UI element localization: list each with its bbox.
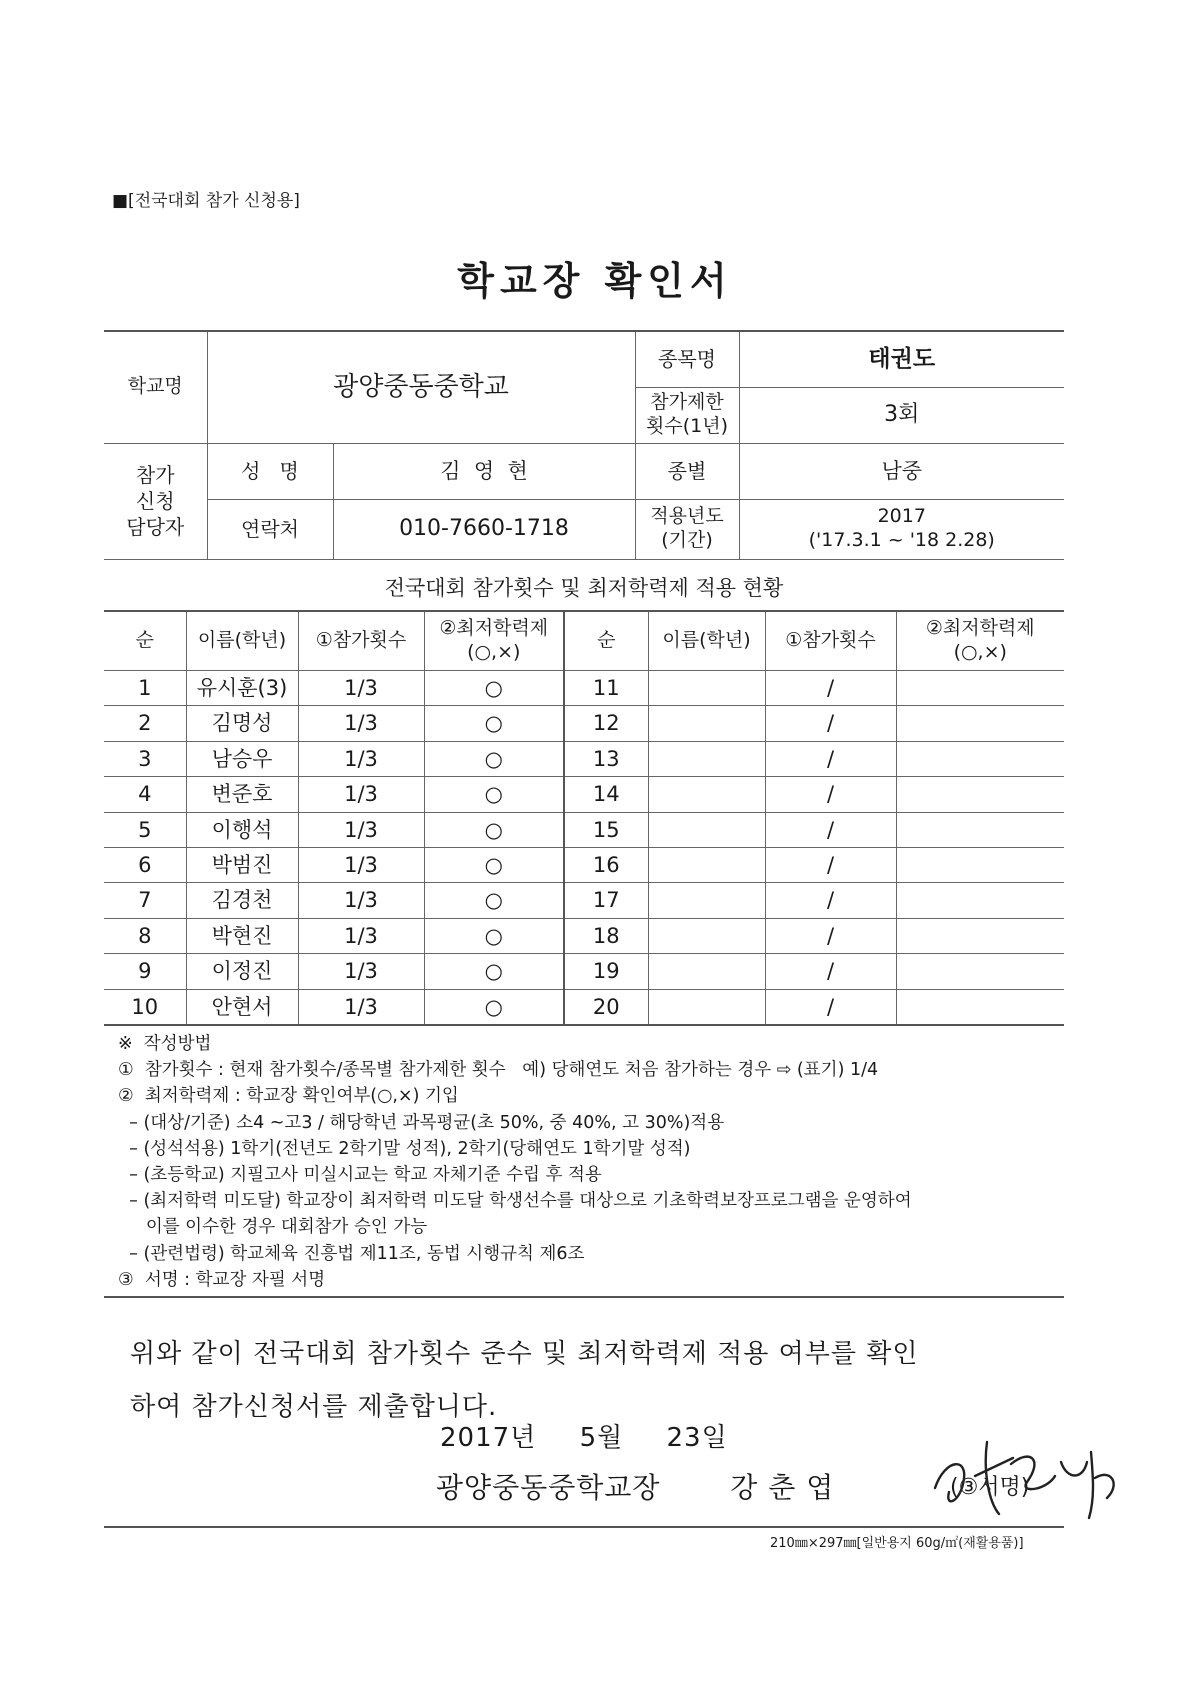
academic-standard-mark — [896, 706, 1064, 741]
col-header-academic: ②최저학력제 (○,×) — [896, 611, 1064, 671]
row-number: 16 — [564, 847, 648, 882]
row-number: 2 — [104, 706, 186, 741]
participation-count: / — [765, 918, 896, 953]
status-caption: 전국대회 참가횟수 및 최저학력제 적용 현황 — [384, 576, 784, 600]
table-row — [104, 883, 1064, 918]
col-header-academic: ②최저학력제 (○,×) — [424, 611, 564, 671]
table-row — [104, 671, 1064, 706]
participation-count: 1/3 — [298, 777, 424, 812]
student-name: 김경천 — [186, 883, 298, 918]
participation-count: 1/3 — [298, 706, 424, 741]
instruction-line: – (성석석용) 1학기(전년도 2학기말 성적), 2학기(당해연도 1학기말 성적) — [118, 1138, 691, 1159]
instruction-line: ① 참가횟수 : 현재 참가횟수/종목별 참가제한 횟수 예) 당해연도 처음 참가하는 경우 ⇨ (표기) 1/4 — [118, 1060, 879, 1081]
student-name — [648, 847, 765, 882]
participation-count: / — [765, 706, 896, 741]
participation-count: / — [765, 989, 896, 1025]
student-name — [648, 741, 765, 776]
row-number: 10 — [104, 989, 186, 1025]
paper-spec-footer: 210㎜×297㎜[일반용지 60g/㎡(재활용품)] — [770, 1536, 1024, 1551]
status-table — [104, 610, 1064, 1026]
academic-standard-mark — [896, 812, 1064, 847]
divider-rule — [104, 1296, 1064, 1298]
academic-standard-mark: ○ — [424, 883, 564, 918]
limit-label: 참가제한 횟수(1년) — [635, 387, 739, 443]
table-row — [104, 741, 1064, 776]
row-number: 1 — [104, 671, 186, 706]
academic-standard-mark — [896, 918, 1064, 953]
participation-count: / — [765, 671, 896, 706]
name-value: 김 영 현 — [333, 443, 635, 499]
participation-count: 1/3 — [298, 812, 424, 847]
student-name — [648, 918, 765, 953]
date-year: 2017년 — [440, 1423, 537, 1453]
student-name — [648, 883, 765, 918]
student-name: 남승우 — [186, 741, 298, 776]
participation-count: 1/3 — [298, 954, 424, 989]
student-name: 이행석 — [186, 812, 298, 847]
form-type-tag: ■[전국대회 참가 신청용] — [112, 191, 300, 211]
row-number: 17 — [564, 883, 648, 918]
col-header-name: 이름(학년) — [648, 611, 765, 671]
academic-standard-mark — [896, 777, 1064, 812]
academic-standard-mark — [896, 883, 1064, 918]
participation-count: 1/3 — [298, 989, 424, 1025]
instructions — [118, 1031, 1068, 1293]
col-header-name: 이름(학년) — [186, 611, 298, 671]
col-header-count: ①참가횟수 — [765, 611, 896, 671]
participation-count: / — [765, 777, 896, 812]
student-name: 안현서 — [186, 989, 298, 1025]
issue-date — [440, 1417, 762, 1454]
academic-standard-mark: ○ — [424, 847, 564, 882]
participation-count: 1/3 — [298, 883, 424, 918]
phone-label: 연락처 — [207, 499, 333, 559]
category-value: 남중 — [739, 443, 1064, 499]
table-row — [104, 954, 1064, 989]
col-header-no: 순 — [564, 611, 648, 671]
instruction-line: 이를 이수한 경우 대회참가 승인 가능 — [118, 1217, 428, 1238]
table-row — [104, 812, 1064, 847]
row-number: 9 — [104, 954, 186, 989]
phone-value: 010-7660-1718 — [333, 499, 635, 559]
participation-count: 1/3 — [298, 918, 424, 953]
academic-standard-mark: ○ — [424, 812, 564, 847]
school-value: 광양중동중학교 — [207, 331, 635, 443]
row-number: 5 — [104, 812, 186, 847]
year-label: 적용년도 (기간) — [635, 499, 739, 559]
academic-standard-mark: ○ — [424, 954, 564, 989]
row-number: 14 — [564, 777, 648, 812]
table-row — [104, 989, 1064, 1025]
event-label: 종목명 — [635, 331, 739, 387]
academic-standard-mark — [896, 847, 1064, 882]
col-header-count: ①참가횟수 — [298, 611, 424, 671]
table-row — [104, 706, 1064, 741]
status-header-row — [104, 611, 1064, 671]
instruction-line: ③ 서명 : 학교장 자필 서명 — [118, 1269, 326, 1290]
student-name — [648, 989, 765, 1025]
participation-count: 1/3 — [298, 847, 424, 882]
student-name: 변준호 — [186, 777, 298, 812]
academic-standard-mark: ○ — [424, 918, 564, 953]
student-name — [648, 777, 765, 812]
academic-standard-mark — [896, 741, 1064, 776]
contact-group-label: 참가 신청 담당자 — [104, 443, 207, 559]
instruction-line: – (관련법령) 학교체육 진흥법 제11조, 동법 시행규칙 제6조 — [118, 1243, 585, 1264]
row-number: 20 — [564, 989, 648, 1025]
page-title: 학교장 확인서 — [457, 259, 733, 303]
student-name — [648, 671, 765, 706]
instruction-line: – (대상/기준) 소4 ~고3 / 해당학년 과목평균(초 50%, 중 40%, 고 30%)적용 — [118, 1112, 725, 1133]
date-month: 5월 — [579, 1423, 624, 1453]
student-name: 이정진 — [186, 954, 298, 989]
table-row — [104, 918, 1064, 953]
instruction-line: ※ 작성방법 — [118, 1034, 212, 1054]
principal-signature-line — [436, 1466, 894, 1506]
statement-line: 위와 같이 전국대회 참가횟수 준수 및 최저학력제 적용 여부를 확인 — [130, 1339, 919, 1369]
instruction-line: ② 최저학력제 : 학교장 확인여부(○,×) 기입 — [118, 1086, 459, 1107]
participation-count: / — [765, 812, 896, 847]
student-name: 박범진 — [186, 847, 298, 882]
academic-standard-mark — [896, 671, 1064, 706]
participation-count: 1/3 — [298, 671, 424, 706]
name-label: 성 명 — [207, 443, 333, 499]
handwritten-signature — [915, 1418, 1135, 1528]
participation-count: / — [765, 954, 896, 989]
student-name — [648, 812, 765, 847]
row-number: 4 — [104, 777, 186, 812]
row-number: 7 — [104, 883, 186, 918]
category-label: 종별 — [635, 443, 739, 499]
school-label: 학교명 — [104, 331, 207, 443]
student-name: 박현진 — [186, 918, 298, 953]
bottom-rule — [104, 1526, 1064, 1528]
participation-count: / — [765, 847, 896, 882]
row-number: 3 — [104, 741, 186, 776]
table-row — [104, 777, 1064, 812]
row-number: 6 — [104, 847, 186, 882]
row-number: 12 — [564, 706, 648, 741]
academic-standard-mark: ○ — [424, 706, 564, 741]
row-number: 18 — [564, 918, 648, 953]
col-header-no: 순 — [104, 611, 186, 671]
student-name — [648, 954, 765, 989]
instruction-line: – (최저학력 미도달) 학교장이 최저학력 미도달 학생선수를 대상으로 기초학력보장프로그램을 운영하여 — [118, 1191, 912, 1212]
instruction-line: – (초등학교) 지필고사 미실시교는 학교 자체기준 수립 후 적용 — [118, 1165, 602, 1186]
academic-standard-mark — [896, 989, 1064, 1025]
event-value: 태권도 — [739, 331, 1064, 387]
participation-count: / — [765, 883, 896, 918]
year-value: 2017 ('17.3.1 ~ '18 2.28) — [739, 499, 1064, 559]
limit-value: 3회 — [739, 387, 1064, 443]
date-day: 23일 — [666, 1423, 728, 1453]
statement-line: 하여 참가신청서를 제출합니다. — [130, 1392, 498, 1422]
academic-standard-mark — [896, 954, 1064, 989]
student-name: 유시훈(3) — [186, 671, 298, 706]
table-row — [104, 847, 1064, 882]
academic-standard-mark: ○ — [424, 777, 564, 812]
row-number: 13 — [564, 741, 648, 776]
participation-count: / — [765, 741, 896, 776]
row-number: 11 — [564, 671, 648, 706]
academic-standard-mark: ○ — [424, 671, 564, 706]
principal-title: 광양중동중학교장 — [436, 1471, 661, 1504]
info-table — [104, 330, 1064, 560]
row-number: 8 — [104, 918, 186, 953]
academic-standard-mark: ○ — [424, 741, 564, 776]
row-number: 19 — [564, 954, 648, 989]
seal-label: (③서명) — [950, 1475, 1030, 1500]
participation-count: 1/3 — [298, 741, 424, 776]
student-name: 김명성 — [186, 706, 298, 741]
academic-standard-mark: ○ — [424, 989, 564, 1025]
principal-name: 강 춘 엽 — [730, 1471, 835, 1504]
student-name — [648, 706, 765, 741]
row-number: 15 — [564, 812, 648, 847]
